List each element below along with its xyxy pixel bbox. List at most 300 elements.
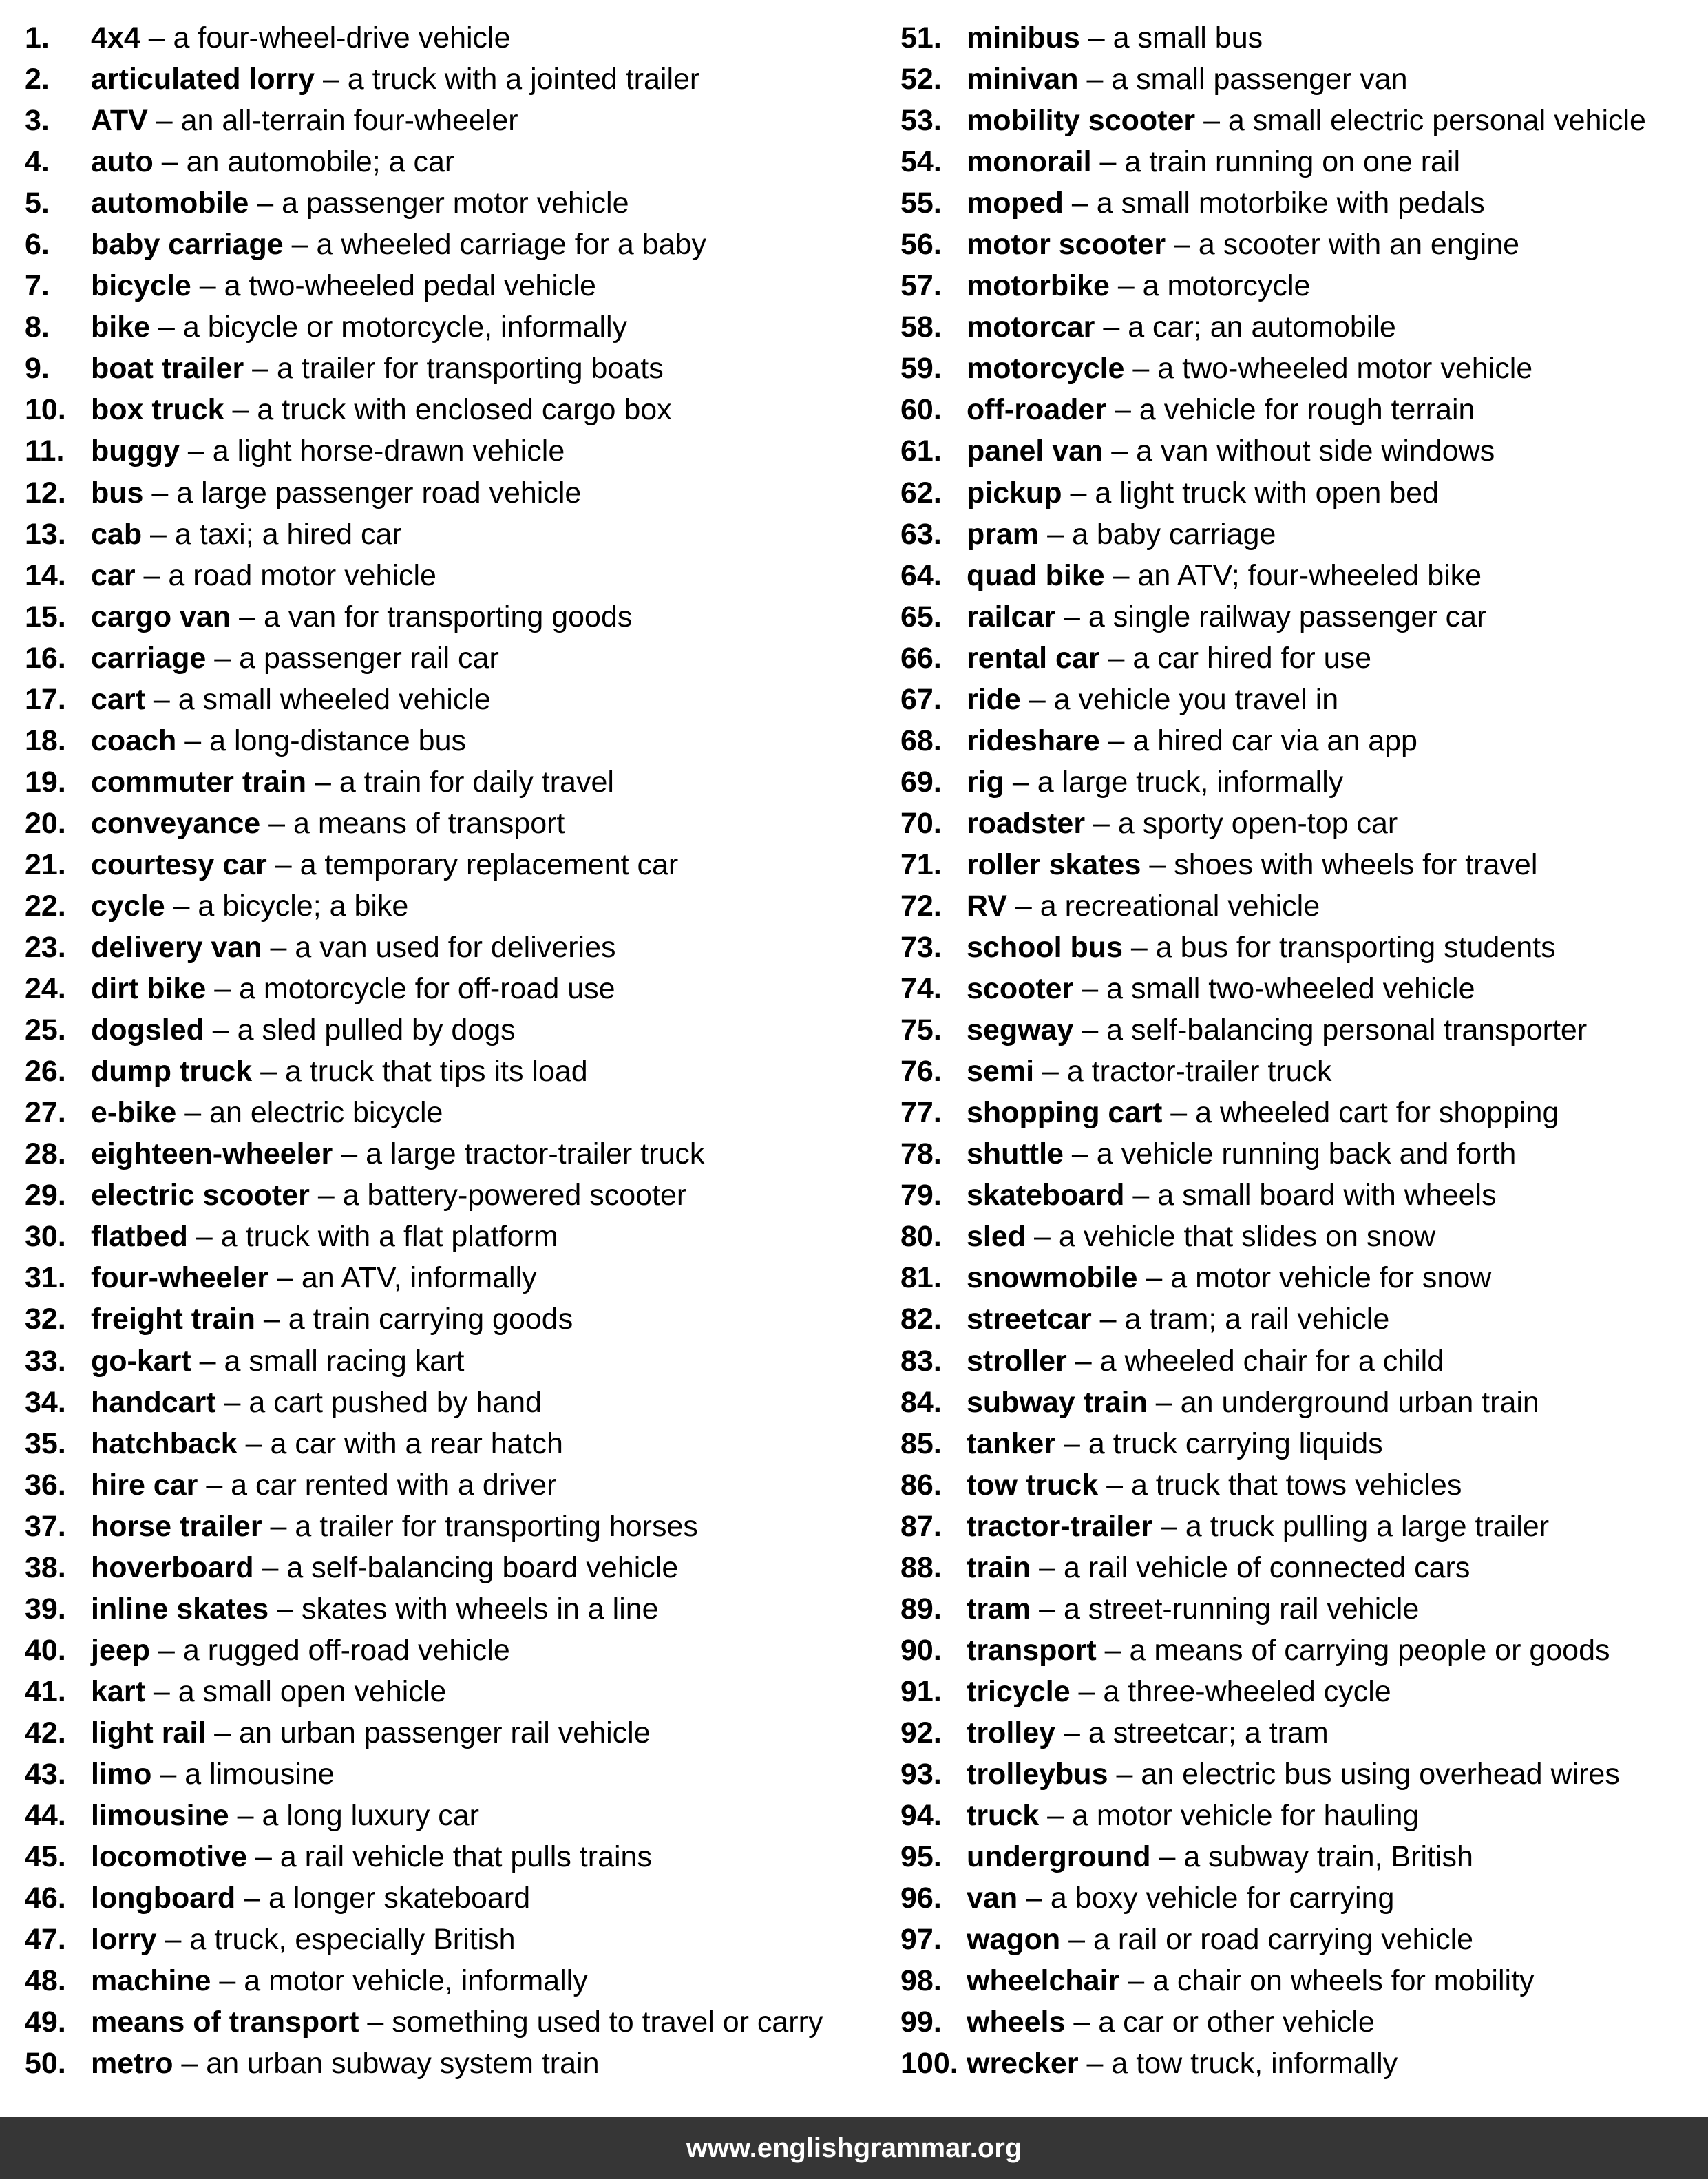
item-term: car xyxy=(91,558,136,592)
item-term: RV xyxy=(967,889,1007,923)
item-entry xyxy=(91,1712,651,1754)
item-definition: – a small board with wheels xyxy=(1124,1179,1497,1212)
item-entry xyxy=(91,514,402,555)
item-number: 81. xyxy=(900,1261,942,1295)
item-entry xyxy=(91,2043,600,2084)
item-definition: – an urban subway system train xyxy=(173,2047,600,2081)
item-number: 11. xyxy=(25,434,65,468)
item-term: baby carriage xyxy=(91,228,284,262)
item-number: 94. xyxy=(900,1799,942,1833)
item-definition: – a small bus xyxy=(1079,21,1263,54)
item-definition: – a van used for deliveries xyxy=(262,931,616,965)
item-definition: – an underground urban train xyxy=(1147,1385,1539,1419)
item-entry xyxy=(967,389,1475,430)
item-number: 75. xyxy=(900,1013,942,1047)
item-number: 100. xyxy=(900,2047,958,2081)
item-term: buggy xyxy=(91,434,180,468)
item-term: hoverboard xyxy=(91,1550,254,1584)
item-entry xyxy=(967,1795,1419,1836)
item-term: handcart xyxy=(91,1385,216,1419)
list-item xyxy=(900,1671,1706,1712)
list-item xyxy=(900,885,1706,927)
item-entry xyxy=(967,1216,1435,1257)
item-definition: – a three-wheeled cycle xyxy=(1070,1674,1391,1708)
item-definition: – a train running on one rail xyxy=(1091,145,1461,179)
item-entry xyxy=(967,885,1320,927)
item-definition: – a small electric personal vehicle xyxy=(1195,104,1646,138)
list-item xyxy=(900,2043,1706,2084)
item-definition: – something used to travel or carry xyxy=(359,2006,823,2039)
item-definition: – a bicycle or motorcycle, informally xyxy=(150,310,628,344)
item-definition: – a tow truck, informally xyxy=(1078,2047,1398,2081)
item-definition: – a wheeled cart for shopping xyxy=(1162,1096,1559,1130)
list-item xyxy=(25,1877,878,1919)
item-definition: – a means of carrying people or goods xyxy=(1096,1633,1610,1667)
item-number: 14. xyxy=(25,558,66,592)
item-definition: – a two-wheeled pedal vehicle xyxy=(191,269,596,303)
item-number: 22. xyxy=(25,889,66,923)
item-entry xyxy=(967,1092,1559,1133)
item-definition: – a passenger rail car xyxy=(206,641,499,675)
item-definition: – a rail vehicle of connected cars xyxy=(1031,1550,1470,1584)
item-definition: – a truck, especially British xyxy=(156,1923,516,1957)
item-entry xyxy=(91,1836,652,1877)
item-term: commuter train xyxy=(91,765,307,799)
footer-url[interactable]: www.englishgrammar.org xyxy=(686,2133,1022,2163)
item-definition: – a long-distance bus xyxy=(176,724,467,757)
item-number: 65. xyxy=(900,600,942,633)
list-item xyxy=(25,1919,878,1960)
item-term: box truck xyxy=(91,393,224,427)
item-term: eighteen-wheeler xyxy=(91,1137,333,1171)
item-term: monorail xyxy=(967,145,1092,179)
list-item xyxy=(25,348,878,389)
item-number: 83. xyxy=(900,1344,942,1378)
item-definition: – a motorcycle xyxy=(1109,269,1311,303)
word-list-column-right xyxy=(900,17,1706,2084)
item-number: 58. xyxy=(900,310,942,344)
list-item xyxy=(900,927,1706,968)
item-definition: – a car; an automobile xyxy=(1095,310,1396,344)
item-term: tram xyxy=(967,1592,1031,1625)
item-entry xyxy=(91,1464,556,1506)
item-term: four-wheeler xyxy=(91,1261,269,1295)
item-term: roller skates xyxy=(967,848,1141,881)
item-entry xyxy=(967,1754,1620,1795)
list-item xyxy=(25,638,878,679)
item-term: shopping cart xyxy=(967,1096,1163,1130)
item-definition: – a limousine xyxy=(151,1757,335,1791)
list-item xyxy=(25,59,878,100)
list-item xyxy=(900,1795,1706,1836)
item-term: wheels xyxy=(967,2006,1066,2039)
item-definition: – a battery-powered scooter xyxy=(309,1179,687,1212)
item-number: 18. xyxy=(25,724,66,757)
item-definition: – a two-wheeled motor vehicle xyxy=(1124,352,1533,386)
item-number: 19. xyxy=(25,765,66,799)
item-term: courtesy car xyxy=(91,848,267,881)
item-number: 5. xyxy=(25,187,50,220)
item-number: 90. xyxy=(900,1633,942,1667)
item-number: 53. xyxy=(900,104,942,138)
item-definition: – a train for daily travel xyxy=(306,765,614,799)
item-definition: – a long luxury car xyxy=(229,1799,479,1833)
list-item xyxy=(25,100,878,141)
item-entry xyxy=(91,1506,698,1547)
item-term: hatchback xyxy=(91,1427,238,1460)
item-definition: – a chair on wheels for mobility xyxy=(1119,1964,1535,1998)
list-item xyxy=(900,1588,1706,1630)
item-number: 99. xyxy=(900,2006,942,2039)
item-entry xyxy=(91,555,436,596)
item-term: electric scooter xyxy=(91,1179,310,1212)
item-definition: – a trailer for transporting boats xyxy=(244,352,664,386)
item-term: freight train xyxy=(91,1303,255,1336)
item-entry xyxy=(967,1506,1549,1547)
item-number: 96. xyxy=(900,1882,942,1915)
item-definition: – a motor vehicle for snow xyxy=(1137,1261,1492,1295)
item-term: go-kart xyxy=(91,1344,191,1378)
item-number: 88. xyxy=(900,1550,942,1584)
item-definition: – a subway train, British xyxy=(1150,1840,1473,1874)
list-item xyxy=(25,1092,878,1133)
item-entry xyxy=(967,1257,1491,1298)
item-term: auto xyxy=(91,145,154,179)
item-entry xyxy=(967,1298,1389,1340)
item-term: wheelchair xyxy=(967,1964,1120,1998)
item-number: 6. xyxy=(25,228,50,262)
list-item xyxy=(900,844,1706,885)
item-term: transport xyxy=(967,1633,1097,1667)
item-entry xyxy=(91,1547,678,1588)
item-definition: – a rugged off-road vehicle xyxy=(150,1633,510,1667)
item-entry xyxy=(967,59,1408,100)
item-entry xyxy=(91,17,511,59)
item-entry xyxy=(967,1630,1610,1671)
item-definition: – a small open vehicle xyxy=(145,1674,447,1708)
item-number: 69. xyxy=(900,765,942,799)
list-item xyxy=(900,100,1706,141)
list-item xyxy=(25,720,878,761)
item-number: 93. xyxy=(900,1757,942,1791)
item-number: 35. xyxy=(25,1427,66,1460)
item-term: boat trailer xyxy=(91,352,244,386)
item-term: trolleybus xyxy=(967,1757,1108,1791)
item-number: 77. xyxy=(900,1096,942,1130)
list-item xyxy=(25,430,878,472)
item-number: 46. xyxy=(25,1882,66,1915)
item-entry xyxy=(967,1382,1539,1423)
list-item xyxy=(900,679,1706,720)
list-item xyxy=(25,761,878,803)
item-term: railcar xyxy=(967,600,1056,633)
list-item xyxy=(900,514,1706,555)
item-definition: – a van for transporting goods xyxy=(231,600,633,633)
item-definition: – an all-terrain four-wheeler xyxy=(147,104,518,138)
item-entry xyxy=(967,1009,1587,1051)
item-entry xyxy=(967,1133,1516,1175)
list-item xyxy=(25,1133,878,1175)
item-entry xyxy=(967,1588,1419,1630)
list-item xyxy=(25,1588,878,1630)
item-entry xyxy=(91,844,678,885)
item-number: 89. xyxy=(900,1592,942,1625)
item-term: semi xyxy=(967,1055,1035,1088)
item-entry xyxy=(91,389,672,430)
list-item xyxy=(25,596,878,638)
list-item xyxy=(25,1340,878,1382)
item-term: locomotive xyxy=(91,1840,247,1874)
list-item xyxy=(900,141,1706,182)
item-entry xyxy=(91,1423,563,1464)
list-item xyxy=(25,17,878,59)
item-definition: – a tractor-trailer truck xyxy=(1034,1055,1332,1088)
item-number: 98. xyxy=(900,1964,942,1998)
item-definition: – a truck with enclosed cargo box xyxy=(224,393,672,427)
item-entry xyxy=(91,2001,823,2043)
item-number: 95. xyxy=(900,1840,942,1874)
list-item xyxy=(25,1671,878,1712)
list-item xyxy=(900,1712,1706,1754)
item-entry xyxy=(967,1051,1332,1092)
item-number: 67. xyxy=(900,682,942,716)
item-entry xyxy=(967,555,1482,596)
list-item xyxy=(25,885,878,927)
item-entry xyxy=(91,1298,573,1340)
item-number: 26. xyxy=(25,1055,66,1088)
item-entry xyxy=(91,59,699,100)
footer-banner xyxy=(0,2117,1708,2179)
list-item xyxy=(900,1092,1706,1133)
item-entry xyxy=(967,1836,1473,1877)
item-entry xyxy=(967,141,1460,182)
item-definition: – a rail or road carrying vehicle xyxy=(1060,1923,1474,1957)
item-entry xyxy=(967,720,1417,761)
list-item xyxy=(25,514,878,555)
item-entry xyxy=(91,638,499,679)
list-item xyxy=(900,1175,1706,1216)
list-item xyxy=(900,224,1706,265)
list-item xyxy=(25,1795,878,1836)
list-item xyxy=(25,1009,878,1051)
item-number: 66. xyxy=(900,641,942,675)
item-definition: – a small two-wheeled vehicle xyxy=(1073,972,1475,1006)
item-entry xyxy=(967,1340,1444,1382)
item-number: 74. xyxy=(900,972,942,1006)
item-number: 72. xyxy=(900,889,942,923)
item-number: 79. xyxy=(900,1179,942,1212)
list-item xyxy=(25,1298,878,1340)
item-entry xyxy=(91,1092,443,1133)
item-entry xyxy=(91,885,408,927)
item-term: stroller xyxy=(967,1344,1067,1378)
item-number: 70. xyxy=(900,806,942,840)
item-number: 63. xyxy=(900,517,942,551)
item-number: 59. xyxy=(900,352,942,386)
item-number: 42. xyxy=(25,1716,66,1749)
list-item xyxy=(25,224,878,265)
list-item xyxy=(900,596,1706,638)
item-term: lorry xyxy=(91,1923,157,1957)
item-definition: – a small passenger van xyxy=(1078,63,1408,96)
item-number: 15. xyxy=(25,600,66,633)
list-item xyxy=(25,1754,878,1795)
item-definition: – a large truck, informally xyxy=(1004,765,1344,799)
list-item xyxy=(25,968,878,1009)
item-definition: – a van without side windows xyxy=(1103,434,1495,468)
item-entry xyxy=(967,927,1556,968)
item-term: machine xyxy=(91,1964,211,1998)
item-term: dump truck xyxy=(91,1055,253,1088)
item-term: jeep xyxy=(91,1633,151,1667)
item-term: minibus xyxy=(967,21,1080,54)
item-term: automobile xyxy=(91,187,249,220)
list-item xyxy=(900,638,1706,679)
list-item xyxy=(900,1547,1706,1588)
item-entry xyxy=(967,1547,1470,1588)
item-entry xyxy=(91,1009,516,1051)
item-term: tow truck xyxy=(967,1468,1099,1502)
list-item xyxy=(25,472,878,514)
item-term: limo xyxy=(91,1757,152,1791)
item-number: 44. xyxy=(25,1799,66,1833)
item-entry xyxy=(967,1960,1535,2001)
item-definition: – a car or other vehicle xyxy=(1065,2006,1375,2039)
item-number: 48. xyxy=(25,1964,66,1998)
item-definition: – a vehicle you travel in xyxy=(1020,682,1339,716)
list-item xyxy=(25,927,878,968)
item-term: hire car xyxy=(91,1468,198,1502)
list-item xyxy=(900,306,1706,348)
item-term: kart xyxy=(91,1674,145,1708)
item-entry xyxy=(967,514,1276,555)
item-definition: – a streetcar; a tram xyxy=(1055,1716,1329,1749)
item-definition: – a sporty open-top car xyxy=(1085,806,1398,840)
list-item xyxy=(25,265,878,306)
item-definition: – a tram; a rail vehicle xyxy=(1091,1303,1390,1336)
list-item xyxy=(25,1712,878,1754)
item-entry xyxy=(91,1051,588,1092)
item-number: 49. xyxy=(25,2006,66,2039)
list-item xyxy=(900,1340,1706,1382)
item-number: 87. xyxy=(900,1509,942,1543)
item-number: 45. xyxy=(25,1840,66,1874)
item-term: cycle xyxy=(91,889,165,923)
item-number: 80. xyxy=(900,1220,942,1254)
list-item xyxy=(25,1175,878,1216)
item-entry xyxy=(967,1877,1394,1919)
item-entry xyxy=(91,265,596,306)
item-number: 47. xyxy=(25,1923,66,1957)
list-item xyxy=(25,1216,878,1257)
item-term: delivery van xyxy=(91,931,262,965)
item-number: 29. xyxy=(25,1179,66,1212)
item-term: motorbike xyxy=(967,269,1110,303)
item-number: 30. xyxy=(25,1220,66,1254)
item-number: 4. xyxy=(25,145,50,179)
item-entry xyxy=(967,968,1475,1009)
list-item xyxy=(900,1298,1706,1340)
list-item xyxy=(900,182,1706,224)
item-definition: – a means of transport xyxy=(260,806,565,840)
item-term: dogsled xyxy=(91,1013,204,1047)
item-entry xyxy=(91,1919,516,1960)
item-definition: – a motor vehicle, informally xyxy=(211,1964,588,1998)
item-entry xyxy=(967,761,1343,803)
item-definition: – a longer skateboard xyxy=(235,1882,531,1915)
item-definition: – a wheeled carriage for a baby xyxy=(283,228,706,262)
item-term: school bus xyxy=(967,931,1123,965)
item-number: 13. xyxy=(25,517,66,551)
item-entry xyxy=(91,761,614,803)
item-entry xyxy=(967,2043,1398,2084)
list-item xyxy=(900,1919,1706,1960)
item-number: 57. xyxy=(900,269,942,303)
item-definition: – a street-running rail vehicle xyxy=(1031,1592,1420,1625)
item-number: 32. xyxy=(25,1303,66,1336)
item-number: 9. xyxy=(25,352,50,386)
item-entry xyxy=(967,224,1519,265)
list-item xyxy=(25,1382,878,1423)
item-term: cart xyxy=(91,682,145,716)
item-definition: – an ATV, informally xyxy=(268,1261,537,1295)
item-term: minivan xyxy=(967,63,1079,96)
item-term: longboard xyxy=(91,1882,236,1915)
item-definition: – a hired car via an app xyxy=(1099,724,1417,757)
item-entry xyxy=(967,1712,1329,1754)
item-term: truck xyxy=(967,1799,1040,1833)
item-entry xyxy=(91,141,454,182)
item-term: mobility scooter xyxy=(967,104,1196,138)
item-entry xyxy=(967,638,1371,679)
item-definition: – a trailer for transporting horses xyxy=(262,1509,698,1543)
list-item xyxy=(900,430,1706,472)
item-definition: – a boxy vehicle for carrying xyxy=(1018,1882,1395,1915)
item-term: 4x4 xyxy=(91,21,140,54)
item-entry xyxy=(967,1671,1391,1712)
item-term: pram xyxy=(967,517,1040,551)
item-definition: – an automobile; a car xyxy=(153,145,455,179)
item-definition: – a bicycle; a bike xyxy=(165,889,409,923)
item-entry xyxy=(91,1630,510,1671)
list-item xyxy=(900,720,1706,761)
item-definition: – a vehicle running back and forth xyxy=(1063,1137,1517,1171)
item-term: train xyxy=(967,1550,1031,1584)
item-definition: – a self-balancing board vehicle xyxy=(253,1550,679,1584)
item-term: van xyxy=(967,1882,1018,1915)
item-definition: – a truck that tows vehicles xyxy=(1098,1468,1462,1502)
item-definition: – a car rented with a driver xyxy=(198,1468,557,1502)
list-item xyxy=(900,1630,1706,1671)
item-entry xyxy=(91,1175,686,1216)
item-number: 21. xyxy=(25,848,66,881)
item-number: 76. xyxy=(900,1055,942,1088)
item-term: skateboard xyxy=(967,1179,1125,1212)
item-number: 23. xyxy=(25,931,66,965)
item-term: inline skates xyxy=(91,1592,269,1625)
item-definition: – a sled pulled by dogs xyxy=(204,1013,516,1047)
item-definition: – a motor vehicle for hauling xyxy=(1039,1799,1420,1833)
item-number: 56. xyxy=(900,228,942,262)
item-definition: – a small motorbike with pedals xyxy=(1063,187,1485,220)
list-item xyxy=(25,306,878,348)
item-term: quad bike xyxy=(967,558,1105,592)
item-definition: – a car hired for use xyxy=(1099,641,1371,675)
item-term: snowmobile xyxy=(967,1261,1138,1295)
item-term: cab xyxy=(91,517,143,551)
item-entry xyxy=(967,844,1537,885)
item-definition: – a car with a rear hatch xyxy=(237,1427,563,1460)
